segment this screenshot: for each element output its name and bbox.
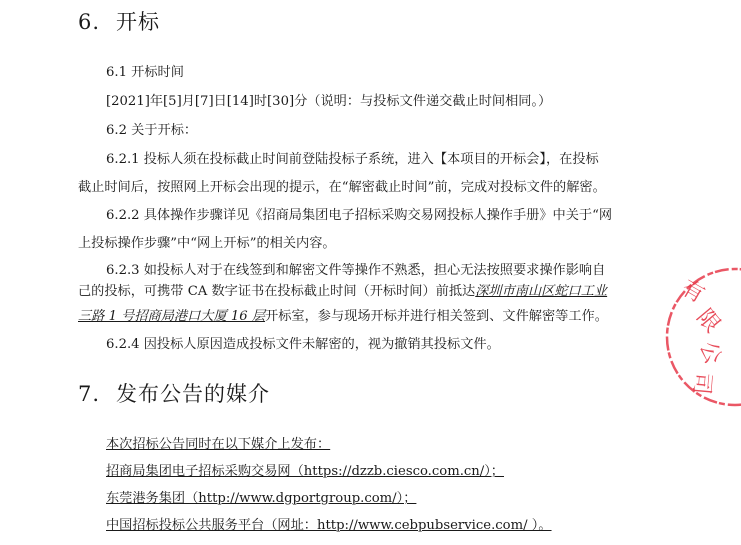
clause-6-2-3-suffix: 开标室，参与现场开标并进行相关签到、文件解密等工作。 [265, 309, 608, 324]
bid-opening-time: [2021]年[5]月[7]日[14]时[30]分（说明：与投标文件递交截止时间相同。） [106, 94, 552, 109]
section-6-number: 6. [78, 10, 101, 34]
section-7-title: 发布公告的媒介 [116, 382, 271, 406]
venue-address-part1: 深圳市南山区蛇口工业 [475, 284, 608, 299]
media-item-dgport: 东莞港务集团（http://www.dgportgroup.com/）； [106, 491, 417, 506]
subsection-6-2-title: 6.2 关于开标： [106, 123, 198, 138]
media-intro: 本次招标公告同时在以下媒介上发布： [106, 437, 331, 452]
clause-6-2-3-line1: 6.2.3 如投标人对于在线签到和解密文件等操作不熟悉，担心无法按照要求操作影响自 [106, 263, 606, 278]
section-6-heading [78, 6, 160, 36]
company-seal-stamp [660, 262, 741, 412]
clause-6-2-1-line1: 6.2.1 投标人须在投标截止时间前登陆投标子系统，进入【本项目的开标会】，在投标 [106, 152, 599, 167]
section-7-heading [78, 378, 270, 408]
clause-6-2-2-line1: 6.2.2 具体操作步骤详见《招商局集团电子招标采购交易网投标人操作手册》中关于“网 [106, 208, 613, 223]
media-item-cebpub: 中国招标投标公共服务平台（网址：http://www.cebpubservice.com/ ）。 [106, 518, 552, 533]
section-7-number: 7. [78, 382, 101, 406]
clause-6-2-3-text: 己的投标，可携带 CA 数字证书在投标截止时间（开标时间）前抵达 [78, 284, 476, 299]
venue-address-part2: 三路 1 号招商局港口大厦 16 层 [78, 309, 266, 324]
seal-char-2: 限 [691, 304, 725, 338]
media-item-ciesco: 招商局集团电子招标采购交易网（https://dzzb.ciesco.com.cn/）； [106, 464, 504, 479]
clause-6-2-1-line2: 截止时间后，按照网上开标会出现的提示，在“解密截止时间”前，完成对投标文件的解密。 [78, 180, 606, 195]
subsection-6-1-title: 6.1 开标时间 [106, 65, 184, 80]
seal-char-1: 有 [677, 275, 709, 309]
clause-6-2-2-line2: 上投标操作步骤”中“网上开标”的相关内容。 [78, 236, 336, 251]
section-6-title: 开标 [116, 10, 161, 34]
clause-6-2-3-line3 [78, 308, 608, 326]
seal-char-4: 司 [688, 371, 715, 396]
clause-6-2-4: 6.2.4 因投标人原因造成投标文件未解密的，视为撤销其投标文件。 [106, 337, 500, 352]
seal-char-3: 公 [694, 338, 726, 368]
clause-6-2-3-line2 [78, 283, 607, 301]
